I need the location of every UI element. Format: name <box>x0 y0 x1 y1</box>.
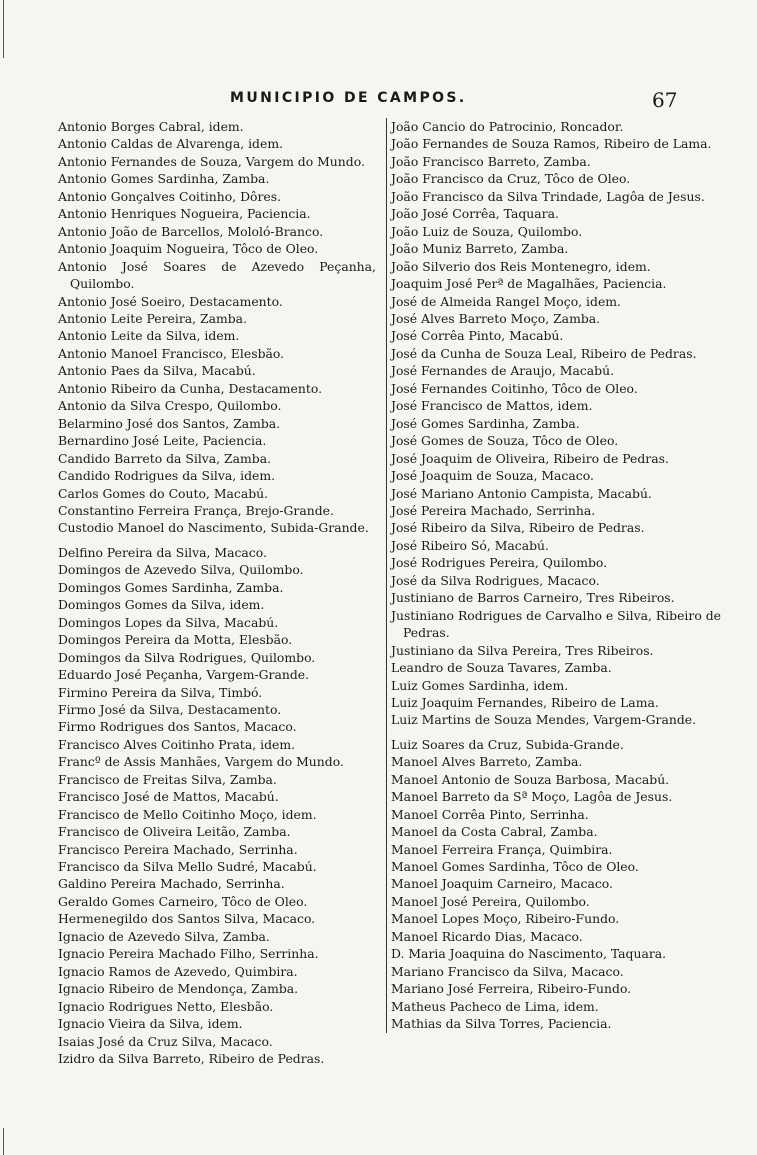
name-entry: Bernardino José Leite, Paciencia. <box>58 433 267 449</box>
name-entry: Belarmino José dos Santos, Zamba. <box>58 415 281 431</box>
name-entry: Francisco Alves Coitinho Prata, idem. <box>58 736 296 752</box>
name-entry: Francisco José de Mattos, Macabú. <box>58 789 279 805</box>
name-entry: Isaias José da Cruz Silva, Macaco. <box>58 1033 273 1049</box>
name-entry: Ignacio Vieira da Silva, idem. <box>58 1016 243 1032</box>
name-entry: Antonio Joaquim Nogueira, Tôco de Oleo. <box>58 241 319 257</box>
name-entry: João Cancio do Patrocinio, Roncador. <box>391 119 624 134</box>
name-entry: Antonio Henriques Nogueira, Paciencia. <box>58 206 311 222</box>
page-number: 67 <box>652 88 678 112</box>
name-entry: D. Maria Joaquina do Nascimento, Taquara. <box>391 946 667 962</box>
name-entry: Manoel Alves Barreto, Zamba. <box>391 754 583 770</box>
name-entry: Justiniano da Silva Pereira, Tres Ribeiros. <box>391 642 654 658</box>
page-edge-mark-bottom <box>3 1128 4 1155</box>
name-entry: Geraldo Gomes Carneiro, Tôco de Oleo. <box>58 893 308 909</box>
name-entry: José da Silva Rodrigues, Macaco. <box>391 572 600 588</box>
name-entry: Domingos Pereira da Motta, Elesbão. <box>58 632 293 648</box>
name-entry: Manoel Corrêa Pinto, Serrinha. <box>391 806 589 822</box>
name-entry: Mariano Francisco da Silva, Macaco. <box>391 963 624 979</box>
name-entry: Luiz Martins de Souza Mendes, Vargem-Grande. <box>391 712 697 728</box>
name-entry: José Fernandes de Araujo, Macabú. <box>391 363 615 379</box>
name-entry: José Gomes de Souza, Tôco de Oleo. <box>391 433 619 449</box>
page-header <box>0 90 757 112</box>
name-entry: Izidro da Silva Barreto, Ribeiro de Pedras. <box>58 1051 325 1067</box>
name-entry: José Ribeiro Só, Macabú. <box>391 537 549 553</box>
name-entry: Francisco Pereira Machado, Serrinha. <box>58 841 298 857</box>
name-entry: José da Cunha de Souza Leal, Ribeiro de Pedras. <box>391 345 697 361</box>
name-entry: João Francisco da Cruz, Tôco de Oleo. <box>391 171 631 187</box>
name-entry: Justiniano Rodrigues de Carvalho e Silva, Ribeiro de Pedras. <box>391 607 721 641</box>
name-entry: João Luiz de Souza, Quilombo. <box>391 223 583 239</box>
name-entry: Ignacio Rodrigues Netto, Elesbão. <box>58 998 274 1014</box>
name-entry: Domingos Lopes da Silva, Macabú. <box>58 614 279 630</box>
name-entry: Manoel Lopes Moço, Ribeiro-Fundo. <box>391 911 620 927</box>
name-entry: Domingos de Azevedo Silva, Quilombo. <box>58 562 304 578</box>
right-column <box>386 118 721 1033</box>
name-entry: José Pereira Machado, Serrinha. <box>391 502 596 518</box>
name-entry: Leandro de Souza Tavares, Zamba. <box>391 660 612 676</box>
name-entry: Antonio Fernandes de Souza, Vargem do Mundo. <box>58 153 365 169</box>
name-entry: Eduardo José Peçanha, Vargem-Grande. <box>58 667 310 683</box>
name-entry: João José Corrêa, Taquara. <box>391 206 559 222</box>
name-entry: Justiniano de Barros Carneiro, Tres Ribeiros. <box>391 590 675 606</box>
name-entry: Carlos Gomes do Couto, Macabú. <box>58 485 269 501</box>
name-entry: José Ribeiro da Silva, Ribeiro de Pedras. <box>391 520 645 536</box>
name-entry: Custodio Manoel do Nascimento, Subida-Grande. <box>58 520 369 536</box>
name-entry: José Rodrigues Pereira, Quilombo. <box>391 555 608 571</box>
name-entry: Firmo Rodrigues dos Santos, Macaco. <box>58 719 297 735</box>
left-column <box>58 118 376 1067</box>
name-entry: Manoel José Pereira, Quilombo. <box>391 893 590 909</box>
name-entry: José Gomes Sardinha, Zamba. <box>391 415 580 431</box>
name-entry: João Francisco da Silva Trindade, Lagôa de Jesus. <box>391 188 705 204</box>
name-entry: Manoel da Costa Cabral, Zamba. <box>391 824 598 840</box>
name-entry: José de Almeida Rangel Moço, idem. <box>391 293 621 309</box>
name-entry: Ignacio Ribeiro de Mendonça, Zamba. <box>58 981 299 997</box>
name-entry: Matheus Pacheco de Lima, idem. <box>391 998 599 1014</box>
name-entry: Antonio Gonçalves Coitinho, Dôres. <box>58 188 282 204</box>
name-entry: Manoel Joaquim Carneiro, Macaco. <box>391 876 613 892</box>
name-entry: Antonio Ribeiro da Cunha, Destacamento. <box>58 380 323 396</box>
name-entry: Domingos Gomes da Silva, idem. <box>58 597 265 613</box>
name-entry: José Joaquim de Souza, Macaco. <box>391 468 594 484</box>
name-entry: João Francisco Barreto, Zamba. <box>391 153 591 169</box>
name-entry: Antonio Paes da Silva, Macabú. <box>58 363 256 379</box>
name-entry: Antonio Manoel Francisco, Elesbão. <box>58 345 285 361</box>
name-entry: Ignacio de Azevedo Silva, Zamba. <box>58 928 270 944</box>
name-entry: Francisco de Mello Coitinho Moço, idem. <box>58 806 317 822</box>
name-entry: Francisco de Freitas Silva, Zamba. <box>58 771 277 787</box>
name-entry: Antonio João de Barcellos, Mololó-Branco. <box>58 223 324 239</box>
name-entry: Manoel Ricardo Dias, Macaco. <box>391 928 583 944</box>
name-entry: Constantino Ferreira França, Brejo-Grande. <box>58 502 334 518</box>
name-entry: Manoel Ferreira França, Quimbira. <box>391 841 613 857</box>
name-entry: Ignacio Ramos de Azevedo, Quimbira. <box>58 963 298 979</box>
name-entry: Candido Barreto da Silva, Zamba. <box>58 450 272 466</box>
name-entry: Ignacio Pereira Machado Filho, Serrinha. <box>58 946 319 962</box>
name-entry: Firmo José da Silva, Destacamento. <box>58 701 282 717</box>
name-entry: Delfino Pereira da Silva, Macaco. <box>58 544 267 560</box>
name-entry: João Muniz Barreto, Zamba. <box>391 241 569 257</box>
name-entry: Luiz Gomes Sardinha, idem. <box>391 677 569 693</box>
name-entry: Antonio Borges Cabral, idem. <box>58 119 244 134</box>
name-entry: José Fernandes Coitinho, Tôco de Oleo. <box>391 380 638 396</box>
name-entry: Luiz Soares da Cruz, Subida-Grande. <box>391 736 624 752</box>
name-entry: Joaquim José Perª de Magalhães, Paciencia. <box>391 276 667 292</box>
name-entry: Francisco da Silva Mello Sudré, Macabú. <box>58 859 317 875</box>
name-entry: Manoel Barreto da Sª Moço, Lagôa de Jesus. <box>391 789 673 805</box>
page-edge-mark-top <box>3 0 4 58</box>
name-entry: João Fernandes de Souza Ramos, Ribeiro de Lama. <box>391 136 712 152</box>
name-entry: Mathias da Silva Torres, Paciencia. <box>391 1016 612 1032</box>
name-entry: José Alves Barreto Moço, Zamba. <box>391 310 601 326</box>
name-entry: Antonio da Silva Crespo, Quilombo. <box>58 398 282 414</box>
name-entry: Antonio José Soeiro, Destacamento. <box>58 293 283 309</box>
name-entry: Domingos Gomes Sardinha, Zamba. <box>58 579 284 595</box>
name-entry: Firmino Pereira da Silva, Timbó. <box>58 684 263 700</box>
name-entry: Galdino Pereira Machado, Serrinha. <box>58 876 285 892</box>
name-entry: Antonio Caldas de Alvarenga, idem. <box>58 136 284 152</box>
name-entry: Francº de Assis Manhães, Vargem do Mundo. <box>58 754 344 770</box>
name-entry: Domingos da Silva Rodrigues, Quilombo. <box>58 649 316 665</box>
name-entry: Candido Rodrigues da Silva, idem. <box>58 468 276 484</box>
name-entry: Antonio José Soares de Azevedo Peçanha, Quilombo. <box>58 258 376 292</box>
name-entry: Manoel Gomes Sardinha, Tôco de Oleo. <box>391 859 639 875</box>
name-entry: Francisco de Oliveira Leitão, Zamba. <box>58 824 291 840</box>
name-entry: José Joaquim de Oliveira, Ribeiro de Pedras. <box>391 450 669 466</box>
name-entry: José Francisco de Mattos, idem. <box>391 398 593 414</box>
running-title: MUNICIPIO DE CAMPOS. <box>230 90 467 106</box>
name-entry: Antonio Leite Pereira, Zamba. <box>58 310 248 326</box>
name-entry: Mariano José Ferreira, Ribeiro-Fundo. <box>391 981 632 997</box>
name-entry: Luiz Joaquim Fernandes, Ribeiro de Lama. <box>391 694 659 710</box>
name-entry: João Silverio dos Reis Montenegro, idem. <box>391 258 651 274</box>
name-entry: Antonio Leite da Silva, idem. <box>58 328 240 344</box>
name-entry: Antonio Gomes Sardinha, Zamba. <box>58 171 270 187</box>
name-entry: José Mariano Antonio Campista, Macabú. <box>391 485 652 501</box>
name-entry: Hermenegildo dos Santos Silva, Macaco. <box>58 911 316 927</box>
name-entry: Manoel Antonio de Souza Barbosa, Macabú. <box>391 771 670 787</box>
name-entry: José Corrêa Pinto, Macabú. <box>391 328 564 344</box>
